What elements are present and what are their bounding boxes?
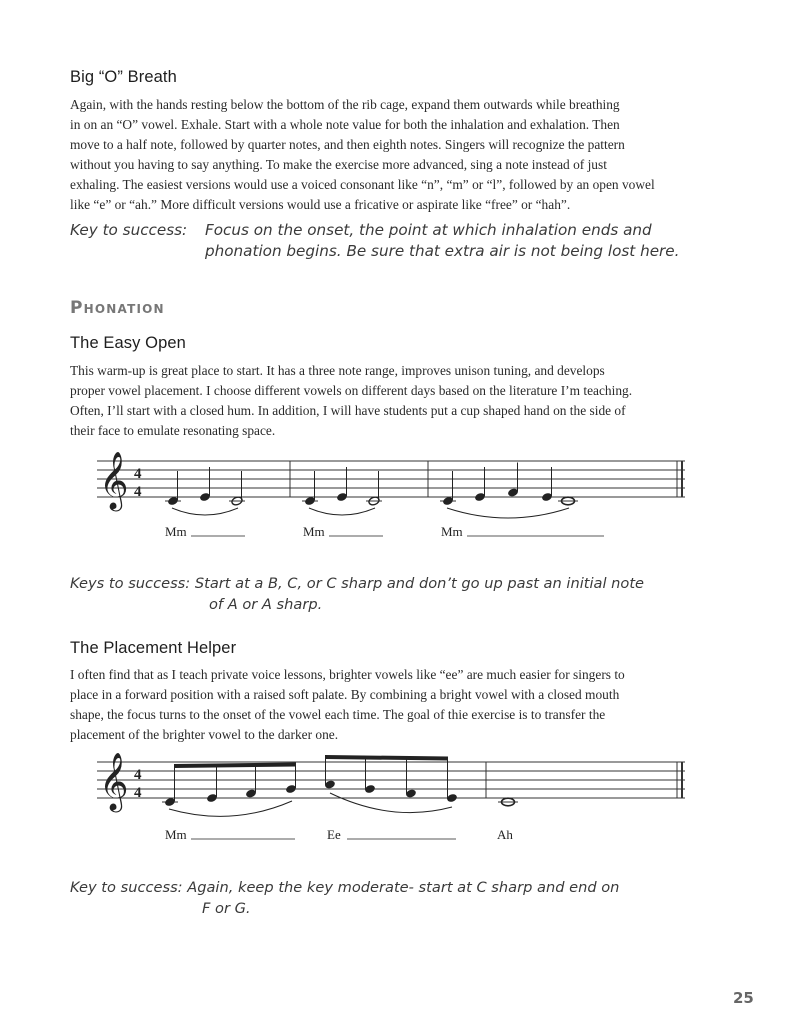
notes-measure-1 [165,467,245,515]
text-line: This warm-up is great place to start. It has a three note range, improves unison tuning, and develops [70,363,605,378]
music-staff-easy-open [0,440,791,550]
notes-beam-group-2 [324,755,458,813]
heading-placement-helper: The Placement Helper [70,639,237,657]
treble-clef-icon: 𝄞 [99,752,129,810]
time-signature-bottom: 4 [134,484,142,500]
key-to-success-placement-helper: Key to success: Again, keep the key moderate- start at C sharp and end on [70,879,620,896]
notes-measure-3 [440,463,578,519]
text-line: without you having to say anything. To make the exercise more advanced, sing a note instead of just [70,157,607,173]
text-line: I often find that as I teach private voice lessons, brighter vowels like “ee” are much easier for singers to [70,667,625,682]
lyric: Ee [327,827,341,842]
text-line: placement of the brighter vowel to the darker one. [70,727,339,743]
lyric: Mm [303,524,325,539]
time-signature-top: 4 [134,466,142,482]
section-title-phonation: Phonation [70,298,165,318]
text-line: Often, I’ll start with a closed hum. In addition, I will have students put a cup shaped hand on the side of [70,403,626,419]
keys-to-success-easy-open: Keys to success: Start at a B, C, or C sharp and don’t go up past an initial note [70,575,645,592]
key-text-line1: Focus on the onset, the point at which inhalation ends and [205,221,652,239]
heading-easy-open: The Easy Open [70,334,186,352]
key-to-success-line2: F or G. [202,900,251,917]
whole-note [498,798,518,806]
lyric: Ah [497,827,513,842]
keys-to-success-line2: of A or A sharp. [209,596,323,613]
key-to-success-big-o [70,220,652,241]
time-signature-bottom: 4 [134,785,142,801]
heading-big-o-breath: Big “O” Breath [70,68,177,86]
text-line: place in a forward position with a raised soft palate. By combining a bright vowel with a closed mouth [70,687,620,703]
key-text-line2: phonation begins. Be sure that extra air is not being lost here. [205,242,680,260]
text-line: Again, with the hands resting below the bottom of the rib cage, expand them outwards while breathing [70,97,620,112]
treble-clef-icon: 𝄞 [99,451,129,509]
paragraph-big-o-breath [70,95,722,216]
text-line: their face to emulate resonating space. [70,423,276,439]
paragraph-easy-open [70,361,722,441]
text-line: move to a half note, followed by quarter notes, and then eighth notes. Singers will recognize the pattern [70,137,625,153]
key-label: Key to success: [70,221,188,239]
text-line: proper vowel placement. I choose different vowels on different days based on the literature I’m teaching. [70,383,633,399]
music-staff-placement-helper [0,745,791,855]
lyric: Mm [165,524,187,539]
paragraph-placement-helper [70,665,722,745]
text-line: like “e” or “ah.” More difficult versions would use a fricative or aspirate like “free” or “hah”. [70,197,571,213]
notes-measure-2 [302,467,382,515]
text-line: shape, the focus turns to the onset of the vowel each time. The goal of thie exercise is to transfer the [70,707,606,723]
time-signature-top: 4 [134,767,142,783]
lyric: Mm [441,524,463,539]
lyric: Mm [165,827,187,842]
page-number: 25 [733,989,754,1007]
text-line: in on an “O” vowel. Exhale. Start with a whole note value for both the inhalation and exhalation. Then [70,117,620,133]
text-line: exhaling. The easiest versions would use a voiced consonant like “n”, “m” or “l”, followed by an open vowel [70,177,655,193]
